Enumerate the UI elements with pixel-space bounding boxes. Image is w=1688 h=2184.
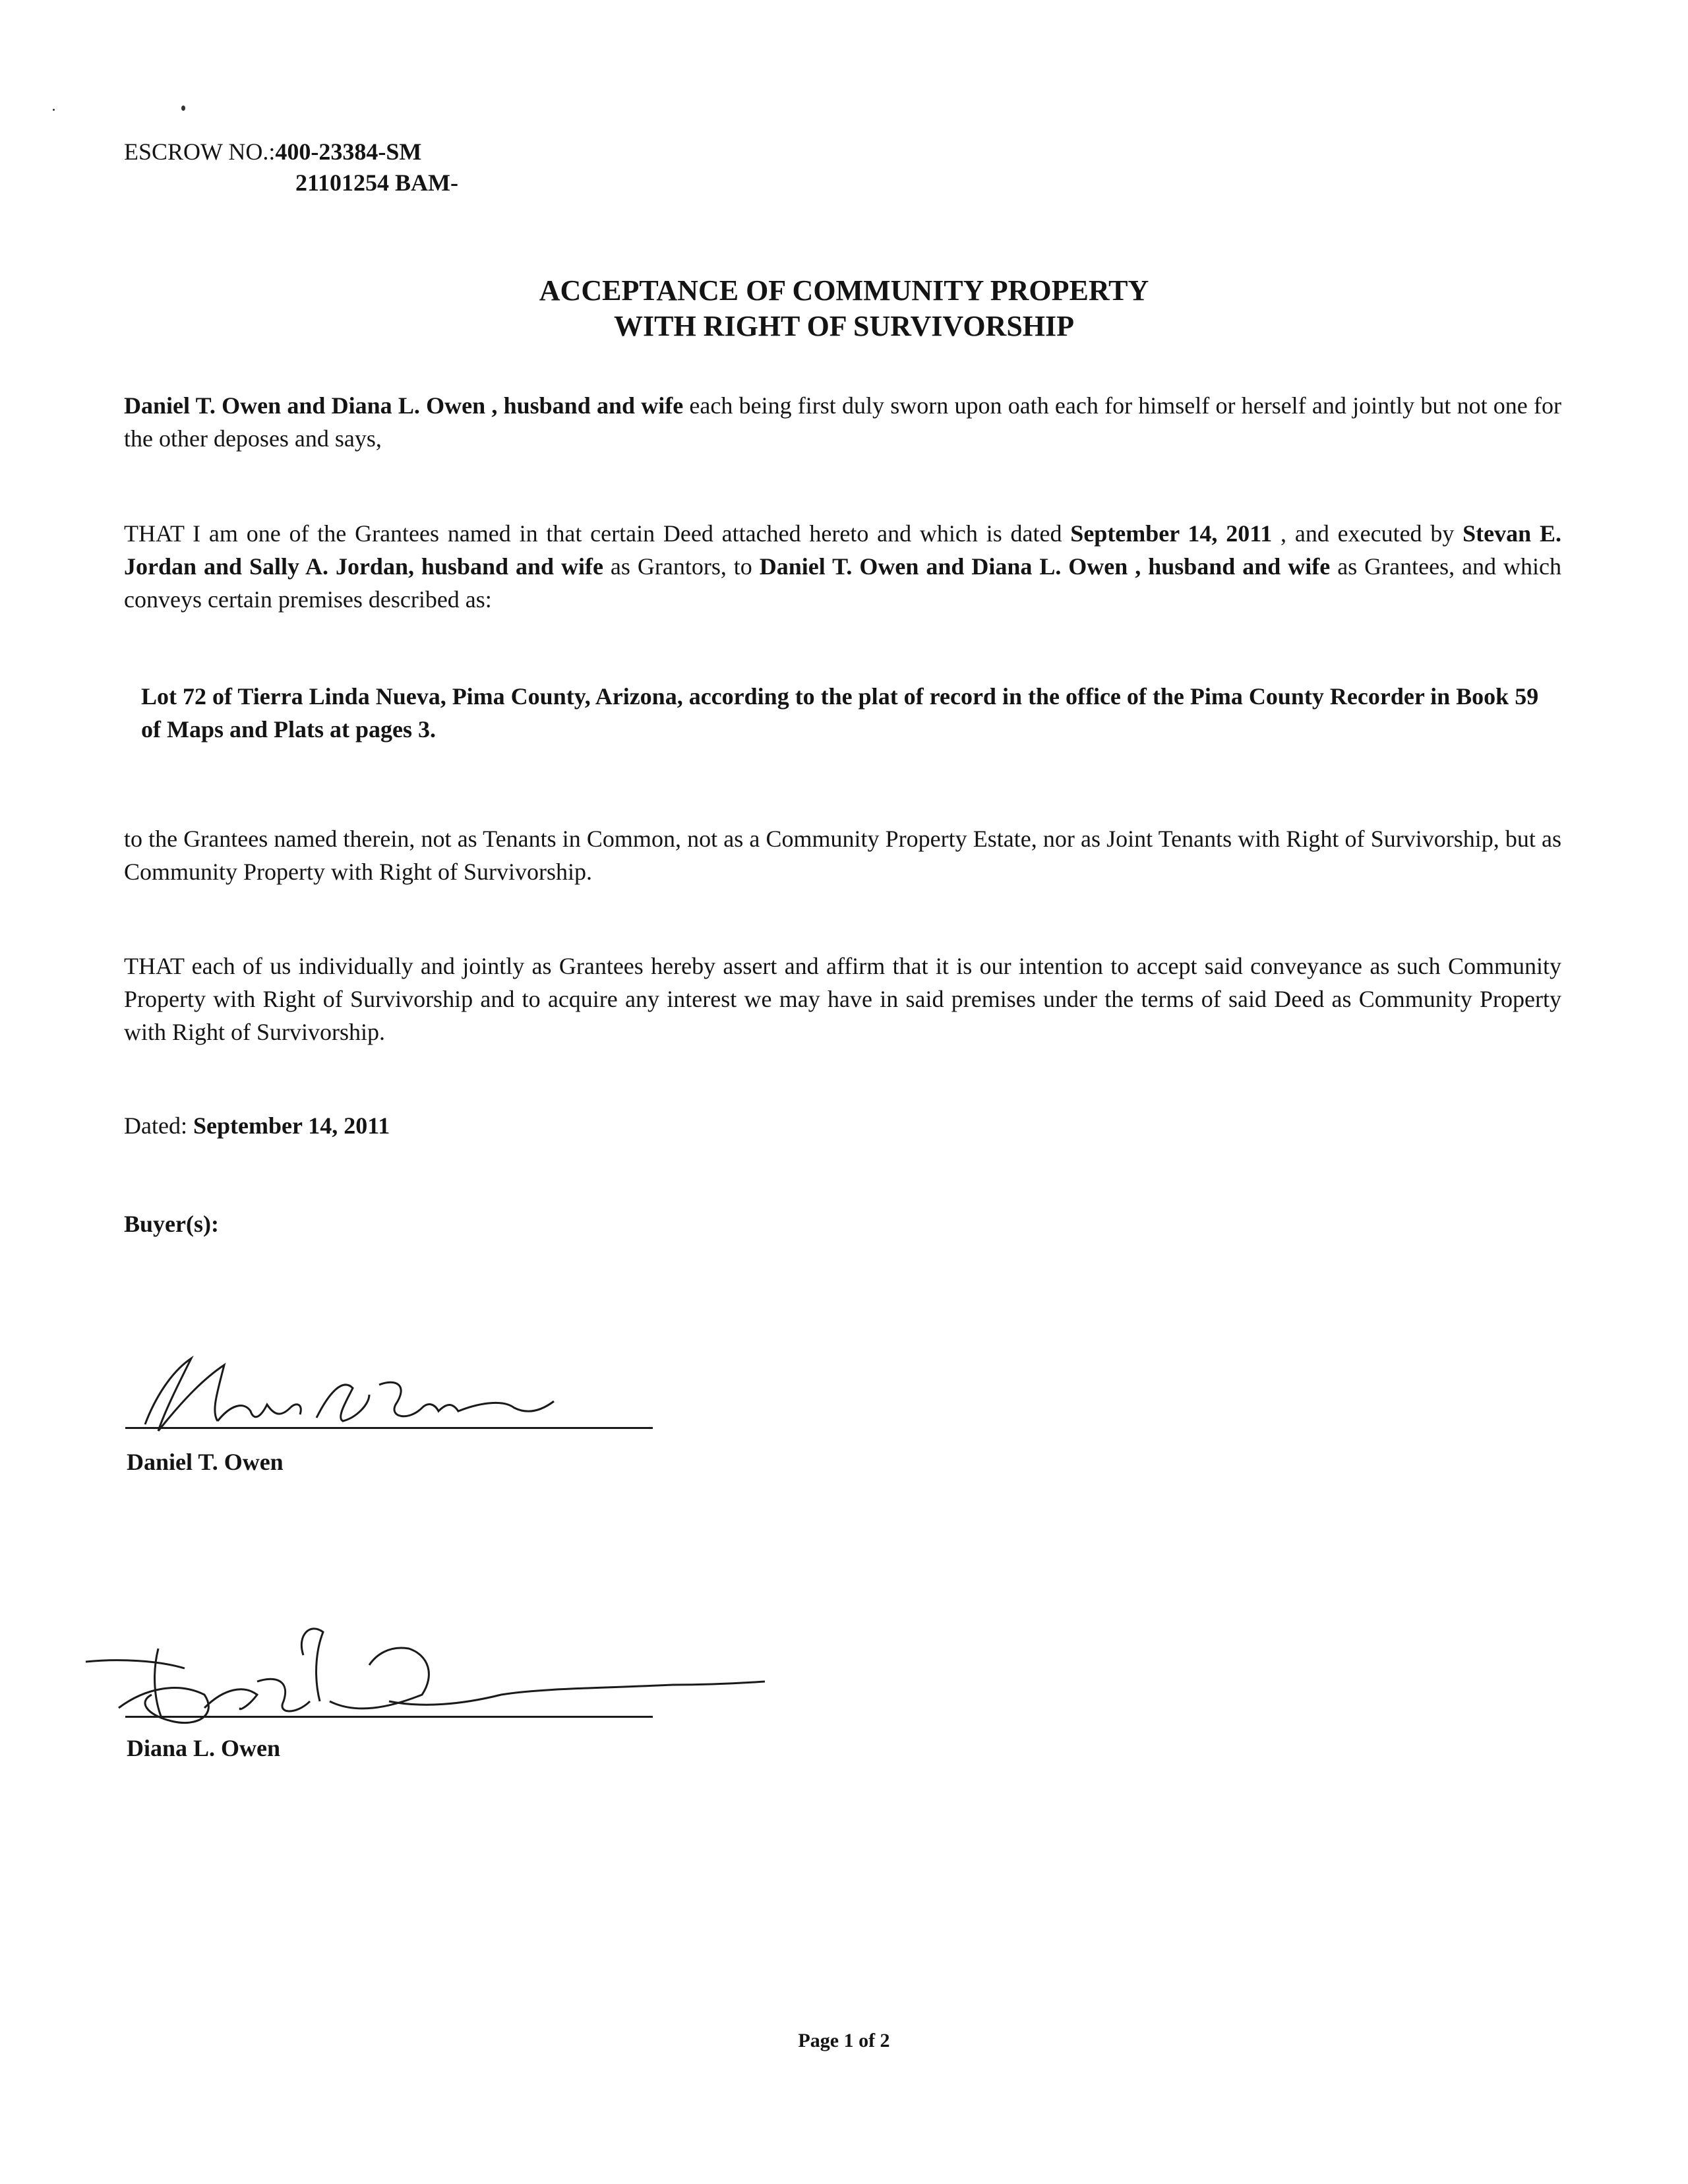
- legal-description: Lot 72 of Tierra Linda Nueva, Pima County, Arizona, according to the plat of record in the office of the Pima County Recorder in Book 59 of Maps and Plats at pages 3.: [141, 683, 1539, 743]
- grantors-names: Stevan E. Jordan and Sally A. Jordan, husband and wife: [124, 520, 1561, 580]
- page-number: Page 1 of 2: [798, 2030, 890, 2051]
- escrow-line: [124, 135, 421, 168]
- tenancy-paragraph: to the Grantees named therein, not as Tenants in Common, not as a Community Property Estate, nor as Joint Tenants with Right of Survivorship, but as Community Property with Right of Survivorship.: [124, 826, 1561, 885]
- order-number: 21101254 BAM-: [295, 169, 458, 196]
- escrow-label: ESCROW NO.:: [124, 138, 276, 165]
- escrow-number: 400-23384-SM: [275, 138, 422, 165]
- parties-names: Daniel T. Owen and Diana L. Owen , husband and wife: [124, 392, 684, 419]
- document-title-line1: ACCEPTANCE OF COMMUNITY PROPERTY: [539, 274, 1149, 307]
- dated-value: September 14, 2011: [193, 1112, 390, 1139]
- scan-speck: [53, 109, 55, 111]
- deed-text-3: as Grantors, to: [603, 553, 760, 580]
- deed-date: September 14, 2011: [1070, 520, 1273, 547]
- buyers-label: Buyer(s):: [124, 1211, 219, 1237]
- affirmation-paragraph: THAT each of us individually and jointly as Grantees hereby assert and affirm that it is our intention to accept said conveyance as such Community Property with Right of Survivorship and to acquire any interest we may have in said premises under the terms of said Deed as Community Property with Right of Survivorship.: [124, 953, 1561, 1045]
- signature-diana: [79, 1609, 778, 1747]
- signature-line-daniel: [125, 1427, 653, 1429]
- document-title-line2: WITH RIGHT OF SURVIVORSHIP: [613, 310, 1075, 342]
- oath-paragraph: [124, 389, 1561, 455]
- dated-line: [124, 1109, 390, 1142]
- deed-text-2: , and executed by: [1272, 520, 1463, 547]
- signer-name-daniel: Daniel T. Owen: [127, 1449, 284, 1475]
- deed-paragraph: [124, 517, 1561, 616]
- scan-speck: [181, 106, 185, 111]
- signature-line-diana: [125, 1716, 653, 1718]
- deed-text-1: THAT I am one of the Grantees named in that certain Deed attached hereto and which is dated: [124, 520, 1071, 547]
- deed-text-4: as Grantees, and which conveys certain premises described as:: [124, 553, 1561, 613]
- signer-name-diana: Diana L. Owen: [127, 1735, 281, 1761]
- grantees-names: Daniel T. Owen and Diana L. Owen , husband and wife: [759, 553, 1331, 580]
- dated-label: Dated:: [124, 1112, 193, 1139]
- oath-text: each being first duly sworn upon oath each for himself or herself and jointly but not one for the other deposes and says,: [124, 392, 1561, 452]
